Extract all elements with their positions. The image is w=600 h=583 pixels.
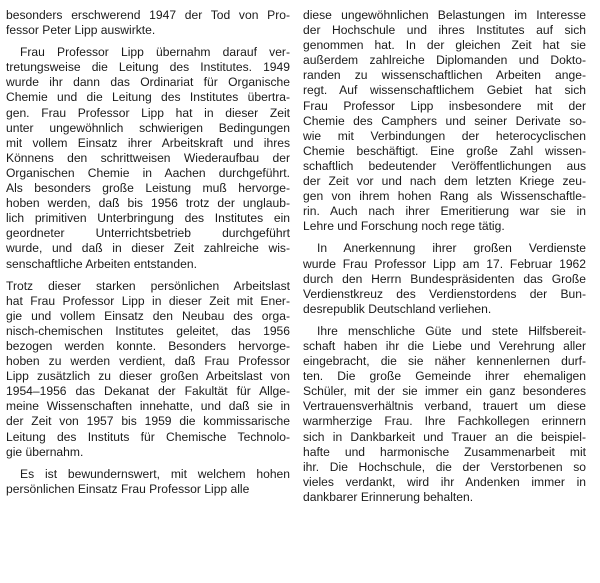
text-line: Lipp zusätzlich zu dieser großen Arbeitslast von: [6, 369, 290, 384]
text-line: Organischen Chemie in Aachen durchgeführt.: [6, 165, 290, 180]
text-line: Chemie beschäftigt. Eine große Zahl wissen-: [303, 143, 586, 158]
paragraph: [6, 279, 290, 460]
text-line: sich in Dankbarkeit und Trauer an die beispiel-: [303, 429, 586, 444]
text-line: Frau Professor Lipp insbesondere mit der: [303, 98, 586, 113]
paragraph: [303, 241, 586, 316]
right-column: [303, 8, 586, 505]
text-line: Trotz dieser starken persönlichen Arbeitslast: [6, 278, 290, 293]
paragraph-gap: [303, 234, 586, 241]
text-line: randen zu wissenschaftlichen Arbeiten ange-: [303, 68, 586, 83]
text-line: unter ungewöhnlich schwierigen Bedingungen: [6, 120, 290, 135]
text-line: desrepublik Deutschland verliehen.: [303, 301, 492, 316]
text-line: wurde, und daß in dieser Zeit zahlreiche wis-: [6, 241, 290, 256]
text-line: ihr. Die Hochschule, die der Verstorbenen so: [303, 459, 586, 474]
text-line: wie mit Verbindungen der heterocyclischen: [303, 128, 586, 143]
text-line: Chemie des Camphers und seiner Derivate so-: [303, 113, 586, 128]
text-line: rin. Auch nach ihrer Emeritierung war sie in: [303, 204, 586, 219]
text-line: wurde ihr dann das Ordinariat für Organische: [6, 75, 290, 90]
left-column: [6, 8, 290, 497]
text-line: genommen hat. In der gleichen Zeit hat sie: [303, 38, 586, 53]
text-line: gen. Frau Professor Lipp hat in dieser Zeit: [6, 105, 290, 120]
text-line: tretungsweise die Leitung des Institutes. 1949: [6, 60, 290, 75]
text-line: gen von ihrem hohen Rang als Wissenschaftle-: [303, 189, 586, 204]
paragraph: [303, 8, 586, 234]
text-line: Könnens den schrittweisen Wiederaufbau der: [6, 150, 290, 165]
text-line: lich primitiven Unterbringung des Institutes ein: [6, 211, 290, 226]
text-line: Als besonders große Leistung muß hervorge-: [6, 181, 290, 196]
text-line: bezogen werden konnte. Besonders hervorge-: [6, 338, 290, 353]
text-line: hat Frau Professor Lipp in dieser Zeit mit Ener-: [6, 293, 290, 308]
text-line: senschaftliche Arbeiten entstanden.: [6, 256, 197, 271]
text-line: mit vollem Einsatz ihrer Arbeitskraft und ihres: [6, 135, 290, 150]
text-line: fessor Peter Lipp auswirkte.: [6, 23, 156, 38]
paragraph: [6, 467, 290, 497]
text-line: Schüler, mit der sie immer ein ganz besonderes: [303, 384, 586, 399]
paragraph-gap: [6, 272, 290, 279]
text-line: nisch-chemischen Institutes geleitet, das 1956: [6, 323, 290, 338]
text-line: schaftlich bedeutender Veröffentlichungen aus: [303, 158, 586, 173]
text-line: schaft haben ihr die Liebe und Verehrung aller: [303, 338, 586, 353]
text-line: Chemie und die Leitung des Institutes übertra-: [6, 90, 290, 105]
text-line: gie übernahm.: [6, 444, 84, 459]
text-line: besonders erschwerend 1947 der Tod von Pro-: [6, 8, 290, 22]
paragraph: [303, 324, 586, 505]
text-line: Ihre menschliche Güte und stete Hilfsbereit-: [317, 323, 586, 338]
text-line: der Hochschule und ihres Institutes auf sich: [303, 23, 586, 38]
text-line: diese ungewöhnlichen Belastungen im Interesse: [303, 8, 586, 22]
paragraph-gap: [6, 38, 290, 45]
text-line: Leitung des Instituts für Chemische Technolo-: [6, 429, 290, 444]
text-line: ten. Die große Gemeinde ihrer ehemaligen: [303, 369, 586, 384]
text-line: Es ist bewundernswert, mit welchem hohen: [20, 466, 290, 481]
text-line: hafte und harmonische Zusammenarbeit mit: [303, 444, 586, 459]
paragraph: [6, 45, 290, 271]
text-line: meine Wissenschaften innehatte, und daß sie in: [6, 399, 290, 414]
paragraph-gap: [6, 460, 290, 467]
text-line: wurde Frau Professor Lipp am 17. Februar 1962: [303, 256, 586, 271]
text-line: dankbarer Erinnerung behalten.: [303, 489, 474, 504]
text-line: warmherzige Frau. Ihre Fachkollegen erinnern: [303, 414, 586, 429]
text-line: gie und vollem Einsatz den Neubau des orga-: [6, 308, 290, 323]
text-line: Lehre und Forschung noch rege tätig.: [303, 219, 505, 234]
text-line: persönlichen Einsatz Frau Professor Lipp alle: [6, 481, 250, 496]
text-line: hoben werden, daß bis 1956 trotz der unglaub-: [6, 196, 290, 211]
text-line: geordneter Unterrichtsbetrieb durchgeführt: [6, 226, 290, 241]
text-line: der Zeit vor und nach dem letzten Kriege zeu-: [303, 174, 586, 189]
text-line: Frau Professor Lipp übernahm darauf ver-: [20, 45, 290, 60]
text-line: Verdienstkreuz des Verdienstordens der Bun-: [303, 286, 586, 301]
text-line: hoben zu werden verdient, daß Frau Professor: [6, 354, 290, 369]
text-line: außerdem zahlreiche Diplomanden und Dokto-: [303, 53, 586, 68]
paragraph: [6, 8, 290, 38]
text-line: vieles verdankt, wird ihr Andenken immer in: [303, 474, 586, 489]
text-line: 1954–1956 das Dekanat der Fakultät für Allge-: [6, 384, 290, 399]
text-line: In Anerkennung ihrer großen Verdienste: [317, 241, 586, 256]
text-line: durch den Herrn Bundespräsidenten das Große: [303, 271, 586, 286]
text-line: eingebracht, die sie näher kennenlernen durf-: [303, 354, 586, 369]
text-line: Vertrauensverhältnis verband, trauert um diese: [303, 399, 586, 414]
text-line: der Zeit von 1957 bis 1959 die kommissarische: [6, 414, 290, 429]
paragraph-gap: [303, 317, 586, 324]
text-line: regt. Auf wissenschaftlichem Gebiet hat sich: [303, 83, 586, 98]
